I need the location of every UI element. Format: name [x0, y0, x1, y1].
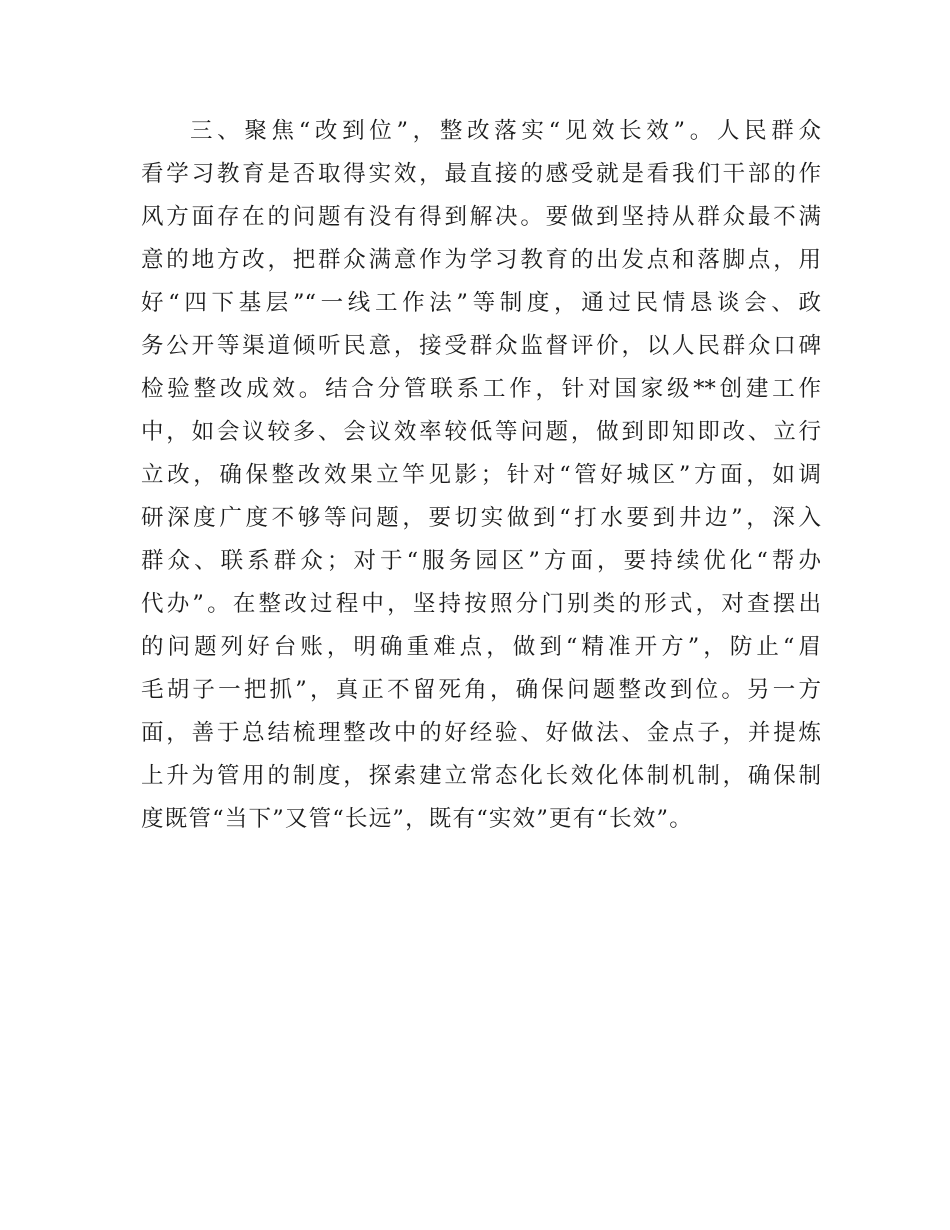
- paragraph-line: 毛胡子一把抓”，真正不留死角，确保问题整改到位。另一方: [141, 677, 821, 703]
- paragraph-line: 意的地方改，把群众满意作为学习教育的出发点和落脚点，用: [141, 247, 821, 273]
- paragraph-line: 检验整改成效。结合分管联系工作，针对国家级**创建工作: [141, 376, 821, 402]
- paragraph-line: 的问题列好台账，明确重难点，做到“精准开方”，防止“眉: [141, 634, 821, 660]
- paragraph-line: 度既管“当下”又管“长远”，既有“实效”更有“长效”。: [141, 806, 693, 832]
- paragraph-line: 看学习教育是否取得实效，最直接的感受就是看我们干部的作: [141, 161, 821, 187]
- paragraph-line: 上升为管用的制度，探索建立常态化长效化体制机制，确保制: [141, 763, 821, 789]
- paragraph-line: 中，如会议较多、会议效率较低等问题，做到即知即改、立行: [141, 419, 821, 445]
- paragraph-line: 面，善于总结梳理整改中的好经验、好做法、金点子，并提炼: [141, 720, 821, 746]
- paragraph-line: 好“四下基层”“一线工作法”等制度，通过民情恳谈会、政: [141, 290, 821, 316]
- paragraph-line: 风方面存在的问题有没有得到解决。要做到坚持从群众最不满: [141, 204, 821, 230]
- paragraph-line: 务公开等渠道倾听民意，接受群众监督评价，以人民群众口碑: [141, 333, 821, 359]
- paragraph-line: 群众、联系群众；对于“服务园区”方面，要持续优化“帮办: [141, 548, 821, 574]
- paragraph-line: 立改，确保整改效果立竿见影；针对“管好城区”方面，如调: [141, 462, 821, 488]
- paragraph-line: 代办”。在整改过程中，坚持按照分门别类的形式，对查摆出: [141, 591, 821, 617]
- body-paragraph: [141, 110, 821, 841]
- paragraph-line: 三、聚焦“改到位”，整改落实“见效长效”。人民群众: [190, 118, 821, 144]
- paragraph-line: 研深度广度不够等问题，要切实做到“打水要到井边”，深入: [141, 505, 821, 531]
